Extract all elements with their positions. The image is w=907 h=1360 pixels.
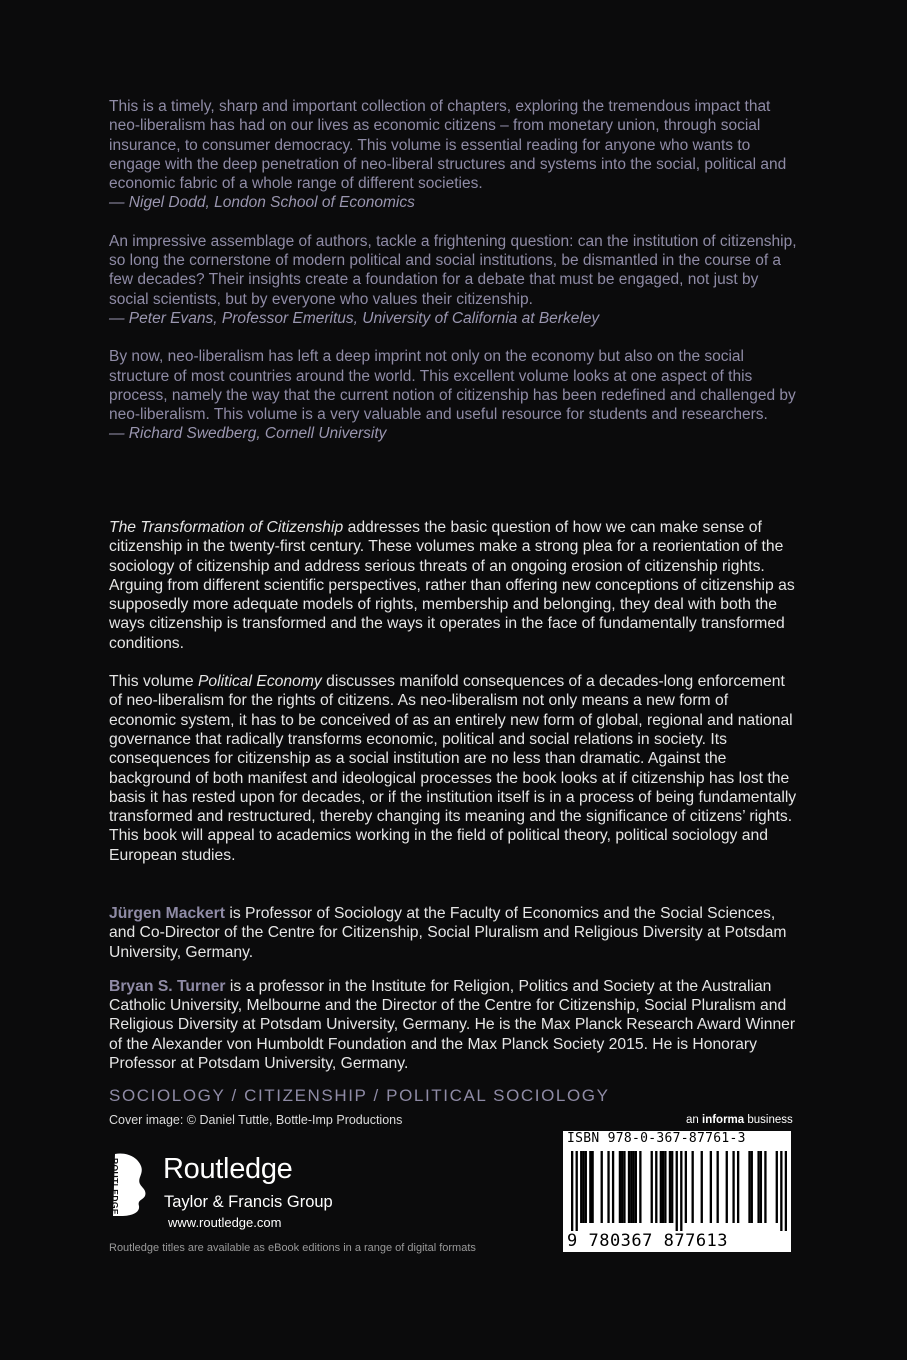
author-bio-text: is Professor of Sociology at the Faculty of Economics and the Social Sciences, and Co-Director of the Centre for Citizenship, Social Pluralism and Religious Diversity at Potsdam University, Germany. xyxy=(109,905,787,961)
author-bio-text: is a professor in the Institute for Religion, Politics and Society at the Australian Catholic University, Melbourne and the Director of the Centre for Citizenship, Social Pluralism and Religious Diversity at Potsdam University, Germany. He is the Max Planck Research Award Winner of the Alexander von Humboldt Foundation and the Max Planck Society 2015. He is Honorary Professor at Potsdam University, Germany. xyxy=(109,977,796,1073)
publisher-name: Routledge xyxy=(163,1153,293,1185)
barcode-bar xyxy=(630,1151,632,1223)
barcode-bar xyxy=(589,1151,591,1223)
barcode-bar xyxy=(671,1151,673,1223)
barcode-bar xyxy=(737,1151,739,1223)
subject-categories: SOCIOLOGY / CITIZENSHIP / POLITICAL SOCIOLOGY xyxy=(109,1086,610,1105)
barcode-bar xyxy=(619,1151,621,1223)
author-bio-2 xyxy=(109,977,799,1073)
barcode-bar xyxy=(632,1151,634,1223)
author-name: Jürgen Mackert xyxy=(109,905,225,922)
barcode-bar xyxy=(576,1151,578,1231)
barcode-bar xyxy=(612,1151,614,1223)
barcode-bar xyxy=(601,1151,603,1223)
barcode-bar xyxy=(701,1151,703,1223)
description-text: This volume xyxy=(109,673,198,691)
barcode-bar xyxy=(726,1151,728,1223)
cover-credit: Cover image: © Daniel Tuttle, Bottle-Imp Productions xyxy=(109,1113,403,1127)
informa-suffix: business xyxy=(744,1114,793,1126)
barcode-bar xyxy=(639,1151,641,1223)
barcode-bar xyxy=(751,1151,753,1223)
informa-tagline xyxy=(686,1114,793,1126)
publisher-group: Taylor & Francis Group xyxy=(164,1193,333,1211)
description-paragraph-2 xyxy=(109,672,799,865)
barcode-bar xyxy=(785,1151,787,1231)
barcode-bar xyxy=(669,1151,671,1223)
barcode-bar xyxy=(748,1151,750,1223)
barcode-bar xyxy=(585,1151,587,1223)
author-name: Bryan S. Turner xyxy=(109,977,226,995)
isbn-label: ISBN 978-0-367-87761-3 xyxy=(567,1131,746,1146)
author-bios xyxy=(109,904,799,1088)
endorsement-text: This is a timely, sharp and important collection of chapters, exploring the tremendous impact that neo-liberalism has had on our lives as economic citizens – from monetary union, through social insurance, to consumer democracy. This volume is essential reading for anyone who wants to engage with the deep penetration of neo-liberal structures and systems into the social, political and economic fabric of a whole range of different societies. xyxy=(109,98,787,193)
barcode-bar xyxy=(685,1151,687,1223)
barcode-bar xyxy=(664,1151,666,1223)
description-text: discusses manifold consequences of a decades-long enforcement of neo-liberalism for the rights of citizens. As neo-liberalism not only means a new form of economic system, it has to be conceived of as an entirely new form of global, regional and national governance that radically transforms economic, political and social relations in society. Its consequences for citizenship as a social institution are no less than dramatic. Against the background of both manifest and ideological processes the book looks at if citizenship has lost the basis it has rested upon for decades, or if the institution itself is in a process of being fundamentally transformed and restructured, thereby changing its meaning and the significance of citizens’ rights. This book will appeal to academics working in the field of political theory, political sociology and European studies. xyxy=(109,673,797,864)
book-description xyxy=(109,518,799,884)
ebook-note: Routledge titles are available as eBook editions in a range of digital formats xyxy=(109,1242,476,1254)
volume-title: Political Economy xyxy=(197,673,322,691)
barcode-bar xyxy=(621,1151,623,1223)
informa-wordmark: informa xyxy=(702,1114,745,1126)
endorsement-2 xyxy=(109,232,799,328)
barcode-bar xyxy=(582,1151,584,1223)
barcode-bar xyxy=(623,1151,625,1223)
ean-digits: 9 780367 877613 xyxy=(567,1231,729,1251)
endorsement-attribution: — Richard Swedberg, Cornell University xyxy=(109,425,387,443)
barcode-bar xyxy=(760,1151,762,1223)
author-bio-1 xyxy=(109,904,799,962)
routledge-head-icon xyxy=(107,1150,151,1218)
barcode-bar xyxy=(580,1151,582,1223)
endorsement-text: By now, neo-liberalism has left a deep imprint not only on the economy but also on the social structure of most countries around the world. This excellent volume looks at one aspect of this process, namely the way that the current notion of citizenship has been redefined and challenged by neo-liberalism. This volume is a very valuable and useful resource for students and researchers. xyxy=(109,348,796,424)
barcode-bar xyxy=(680,1151,682,1231)
barcode-bar xyxy=(651,1151,653,1223)
barcode-bar xyxy=(662,1151,664,1223)
barcode-bar xyxy=(676,1151,678,1231)
endorsement-attribution: — Nigel Dodd, London School of Economics xyxy=(109,194,415,212)
endorsement-attribution: — Peter Evans, Professor Emeritus, University of California at Berkeley xyxy=(109,309,600,327)
barcode-bars xyxy=(571,1151,787,1231)
barcode-bar xyxy=(757,1151,759,1223)
barcode-bar xyxy=(591,1151,593,1223)
routledge-vertical-wordmark: ROUTLEDGE xyxy=(110,1158,120,1215)
barcode-bar xyxy=(780,1151,782,1231)
barcode-bar xyxy=(776,1151,778,1223)
endorsement-text: An impressive assemblage of authors, tackle a frightening question: can the institution of citizenship, so long the cornerstone of modern political and social institutions, be dismantled in the course of a few decades? Their insights create a foundation for a debate that must be engaged, not just by social scientists, but by everyone who values their citizenship. xyxy=(109,232,797,308)
barcode-bar xyxy=(628,1151,630,1223)
routledge-logo xyxy=(107,1150,347,1230)
publisher-url: www.routledge.com xyxy=(168,1215,282,1230)
barcode-bar xyxy=(710,1151,712,1223)
description-text: addresses the basic question of how we can make sense of citizenship in the twenty-first century. These volumes make a strong plea for a reorientation of the sociology of citizenship and address serious threats of an ongoing erosion of citizenship rights. Arguing from different scientific perspectives, rather than offering new conceptions of citizenship as supposedly more adequate models of rights, membership and belonging, they deal with both the ways citizenship is transformed and the ways it operates in the face of fundamentally transformed conditions. xyxy=(109,519,795,652)
barcode-bar xyxy=(635,1151,637,1223)
endorsements xyxy=(109,97,799,463)
barcode-bar xyxy=(655,1151,657,1223)
barcode-bar xyxy=(660,1151,662,1223)
barcode-bar xyxy=(571,1151,573,1231)
barcode-bar xyxy=(607,1151,609,1223)
series-title: The Transformation of Citizenship xyxy=(109,519,344,536)
barcode-bar xyxy=(717,1151,719,1223)
isbn-barcode xyxy=(563,1131,791,1252)
barcode-bar xyxy=(732,1151,734,1223)
barcode-bar xyxy=(692,1151,694,1223)
informa-prefix: an xyxy=(686,1114,702,1126)
endorsement-3 xyxy=(109,347,799,443)
barcode-bar xyxy=(764,1151,766,1223)
endorsement-1 xyxy=(109,97,799,213)
description-paragraph-1 xyxy=(109,518,799,653)
